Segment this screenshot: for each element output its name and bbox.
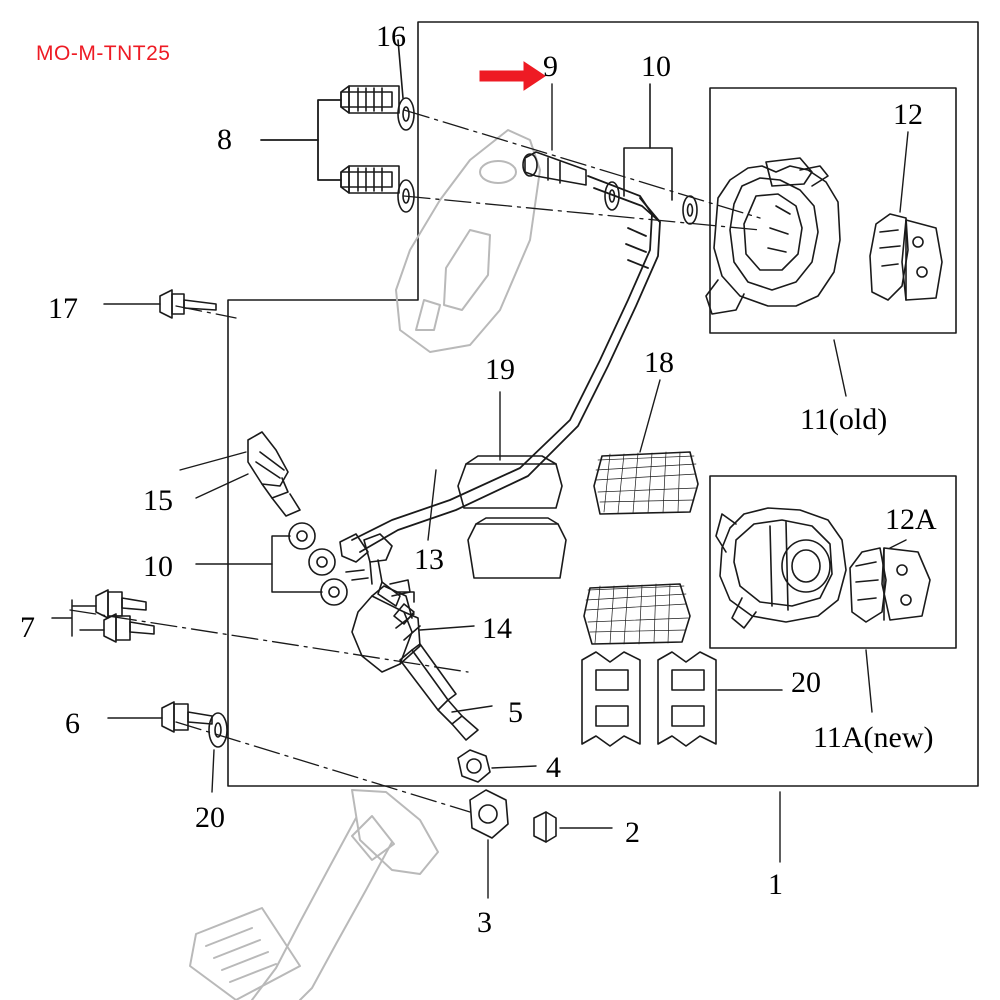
part-label-12a: 12A [885,503,937,536]
part-label-13: 13 [414,543,444,576]
part-14-master-cylinder [346,534,420,672]
part-2-cotter [534,812,612,842]
leader-12a [890,540,906,548]
part-label-19: 19 [485,353,515,386]
part-label-11anew: 11A(new) [813,721,934,754]
part-label-18: 18 [644,346,674,379]
part-10-washers-upper [605,84,697,224]
part-label-12: 12 [893,98,923,131]
part-8-bolts [261,86,399,193]
part-label-11old: 11(old) [800,403,888,436]
part-label-4: 4 [546,751,561,784]
leader-14 [420,626,474,630]
part-4-nut [458,750,536,782]
leader-12 [900,132,908,212]
part-11a-caliper-new [716,508,846,628]
part-17-screw [104,290,216,318]
part-label-17: 17 [48,292,78,325]
leader-11-old [834,340,846,396]
part-16-washer [398,40,414,130]
part-9-fitting [523,84,586,185]
part-label-7: 7 [20,611,35,644]
part-18-shim-2 [584,584,690,644]
part-7-bolts [52,590,154,642]
part-label-16: 16 [376,20,406,53]
brake-pedal [190,790,438,1000]
part-label-5: 5 [508,696,523,729]
part-18-shim [594,452,698,514]
part-label-14: 14 [482,612,512,645]
part-11-caliper-old [706,158,840,314]
part-label-20: 20 [195,801,225,834]
leader-18 [640,380,660,452]
part-label-2: 2 [625,816,640,849]
part-3-clevis [470,790,508,898]
part-label-3: 3 [477,906,492,939]
part-15-switch [180,432,300,516]
part-label-20: 20 [791,666,821,699]
leader-11a-new [866,650,872,712]
part-label-1: 1 [768,868,783,901]
part-label-15: 15 [143,484,173,517]
part-20-springs [582,652,782,746]
part-12-pads [870,214,942,300]
part-label-10: 10 [641,50,671,83]
part-19-pad [458,456,562,508]
part-20-washer [209,713,227,792]
part-14-pad [468,518,566,578]
part-label-9: 9 [543,50,558,83]
watermark-text: MO-M-TNT25 [36,42,171,65]
part-label-8: 8 [217,123,232,156]
part-12a-pads [850,548,930,622]
part-6-bolt [108,702,212,732]
part-label-6: 6 [65,707,80,740]
part-label-10: 10 [143,550,173,583]
part-10-washers-lower [196,523,347,605]
box-caliper-new [710,476,956,648]
highlight-arrow-part-9 [480,62,545,90]
